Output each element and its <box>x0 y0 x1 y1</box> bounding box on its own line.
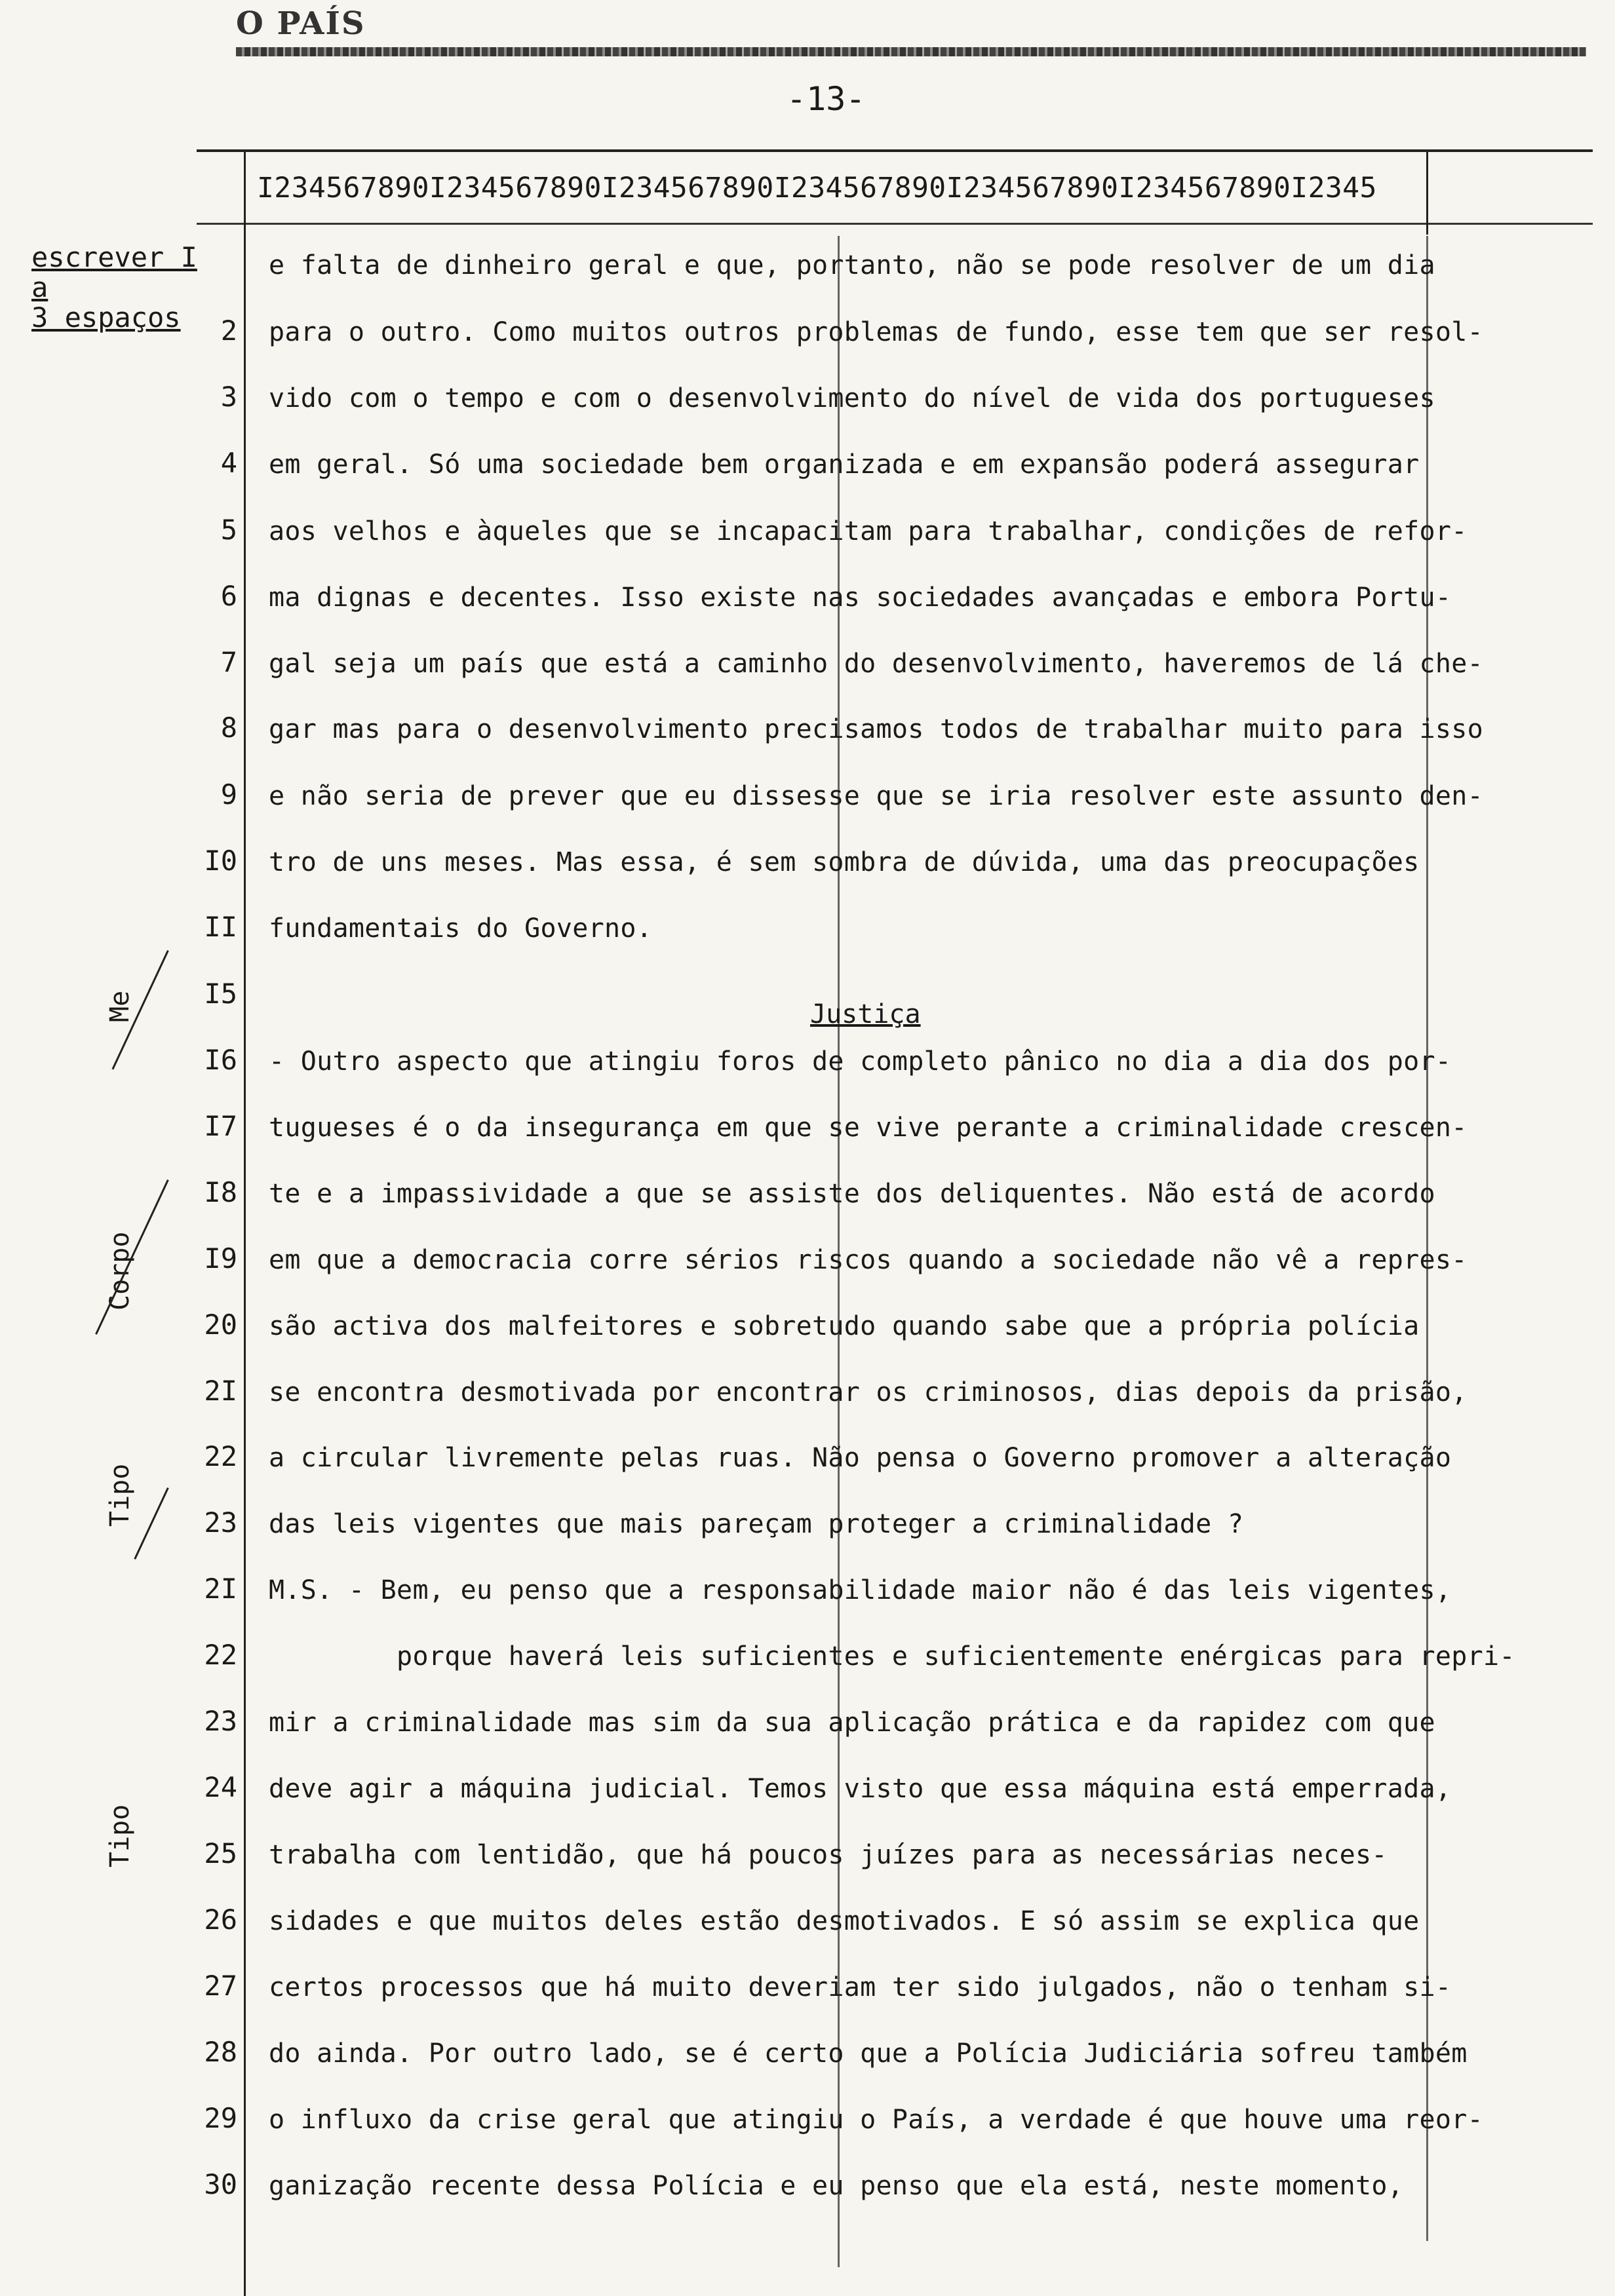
text-line: ma dignas e decentes. Isso existe nas sociedades avançadas e embora Portu- <box>269 583 1452 613</box>
section-heading: Justiça <box>810 999 921 1029</box>
text-line: mir a criminalidade mas sim da sua aplicação prática e da rapidez com que <box>269 1708 1435 1738</box>
line-number: 7 <box>220 646 237 678</box>
text-line: vido com o tempo e com o desenvolvimento do nível de vida dos portugueses <box>269 383 1435 413</box>
line-number: I5 <box>204 978 237 1010</box>
text-line: a circular livremente pelas ruas. Não pensa o Governo promover a alteração <box>269 1443 1452 1473</box>
label-me: Me <box>105 990 135 1022</box>
line-number: 8 <box>220 712 237 744</box>
label-tipo-2: Tipo <box>105 1804 135 1867</box>
text-line: em que a democracia corre sérios riscos quando a sociedade não vê a repres- <box>269 1245 1468 1275</box>
line-number: II <box>204 911 237 943</box>
line-number: 2I <box>204 1573 237 1605</box>
text-line: tro de uns meses. Mas essa, é sem sombra de dúvida, uma das preocupações <box>269 847 1420 877</box>
text-line: e não seria de prever que eu dissesse que se iria resolver este assunto den- <box>269 781 1484 811</box>
line-number: I8 <box>204 1176 237 1208</box>
text-line: M.S. - Bem, eu penso que a responsabilidade maior não é das leis vigentes, <box>269 1575 1452 1605</box>
text-line: tugueses é o da insegurança em que se vive perante a criminalidade crescen- <box>269 1113 1468 1143</box>
line-number: 9 <box>220 778 237 811</box>
line-number: I6 <box>204 1044 237 1076</box>
line-number: 23 <box>204 1506 237 1539</box>
text-line: são activa dos malfeitores e sobretudo quando sabe que a própria polícia <box>269 1311 1420 1341</box>
column-marker-line <box>1426 149 1428 235</box>
line-number: 23 <box>204 1705 237 1737</box>
line-number: 26 <box>204 1904 237 1936</box>
text-line: deve agir a máquina judicial. Temos visto que essa máquina está emperrada, <box>269 1774 1452 1804</box>
top-rule <box>197 149 1593 152</box>
line-number: 30 <box>204 2168 237 2200</box>
line-number: 27 <box>204 1970 237 2002</box>
line-number: 24 <box>204 1771 237 1803</box>
line-number: I0 <box>204 845 237 877</box>
text-line: te e a impassividade a que se assiste dos deliquentes. Não está de acordo <box>269 1179 1435 1209</box>
line-number: 22 <box>204 1440 237 1472</box>
label-tipo-1: Tipo <box>105 1463 135 1527</box>
text-line: das leis vigentes que mais pareçam proteger a criminalidade ? <box>269 1509 1244 1539</box>
text-line: e falta de dinheiro geral e que, portanto, não se pode resolver de um dia <box>269 250 1435 280</box>
line-number: 4 <box>220 447 237 479</box>
line-number: 28 <box>204 2036 237 2068</box>
text-line: gar mas para o desenvolvimento precisamos todos de trabalhar muito para isso <box>269 714 1484 744</box>
text-line: gal seja um país que está a caminho do desenvolvimento, haveremos de lá che- <box>269 649 1484 679</box>
text-line: trabalha com lentidão, que há poucos juízes para as necessárias neces- <box>269 1840 1388 1870</box>
line-number: I9 <box>204 1242 237 1274</box>
slash-mark-3 <box>134 1487 168 1559</box>
ruler-rule <box>197 223 1593 225</box>
text-line: aos velhos e àqueles que se incapacitam para trabalhar, condições de refor- <box>269 516 1468 546</box>
line-number: 29 <box>204 2102 237 2134</box>
line-number: 6 <box>220 580 237 612</box>
text-line: do ainda. Por outro lado, se é certo que a Polícia Judiciária sofreu também <box>269 2038 1468 2069</box>
text-line: o influxo da crise geral que atingiu o País, a verdade é que houve uma reor- <box>269 2105 1484 2135</box>
line-number: 20 <box>204 1309 237 1341</box>
text-line: para o outro. Como muitos outros problemas de fundo, esse tem que ser resol- <box>269 317 1484 347</box>
text-line: sidades e que muitos deles estão desmotivados. E só assim se explica que <box>269 1906 1420 1936</box>
line-number: I7 <box>204 1110 237 1142</box>
text-line: porque haverá leis suficientes e suficientemente enérgicas para repri- <box>269 1641 1515 1672</box>
text-line: fundamentais do Governo. <box>269 913 653 944</box>
spacing-note-2: a <box>31 271 49 303</box>
header-rule <box>236 47 1586 56</box>
text-line: - Outro aspecto que atingiu foros de completo pânico no dia a dia dos por- <box>269 1046 1452 1077</box>
spacing-note-3: 3 espaços <box>31 301 181 334</box>
text-line: certos processos que há muito deveriam ter sido julgados, não o tenham si- <box>269 1972 1452 2002</box>
spacing-note-1: escrever I <box>31 241 197 273</box>
text-line: se encontra desmotivada por encontrar os criminosos, dias depois da prisão, <box>269 1377 1468 1407</box>
line-number: 25 <box>204 1837 237 1869</box>
line-number: 2I <box>204 1375 237 1407</box>
text-line: ganização recente dessa Polícia e eu penso que ela está, neste momento, <box>269 2171 1404 2201</box>
label-corpo: Corpo <box>105 1231 135 1311</box>
text-line: em geral. Só uma sociedade bem organizada e em expansão poderá assegurar <box>269 450 1420 480</box>
line-number: 3 <box>220 381 237 413</box>
newspaper-logo: O PAÍS <box>236 5 366 42</box>
margin-line <box>244 149 246 2296</box>
line-number: 22 <box>204 1639 237 1671</box>
line-number: 5 <box>220 514 237 546</box>
page-number: -13- <box>787 80 866 118</box>
line-number: 2 <box>220 315 237 347</box>
column-ruler: I234567890I234567890I234567890I234567890I234567890I234567890I2345 <box>257 172 1377 204</box>
